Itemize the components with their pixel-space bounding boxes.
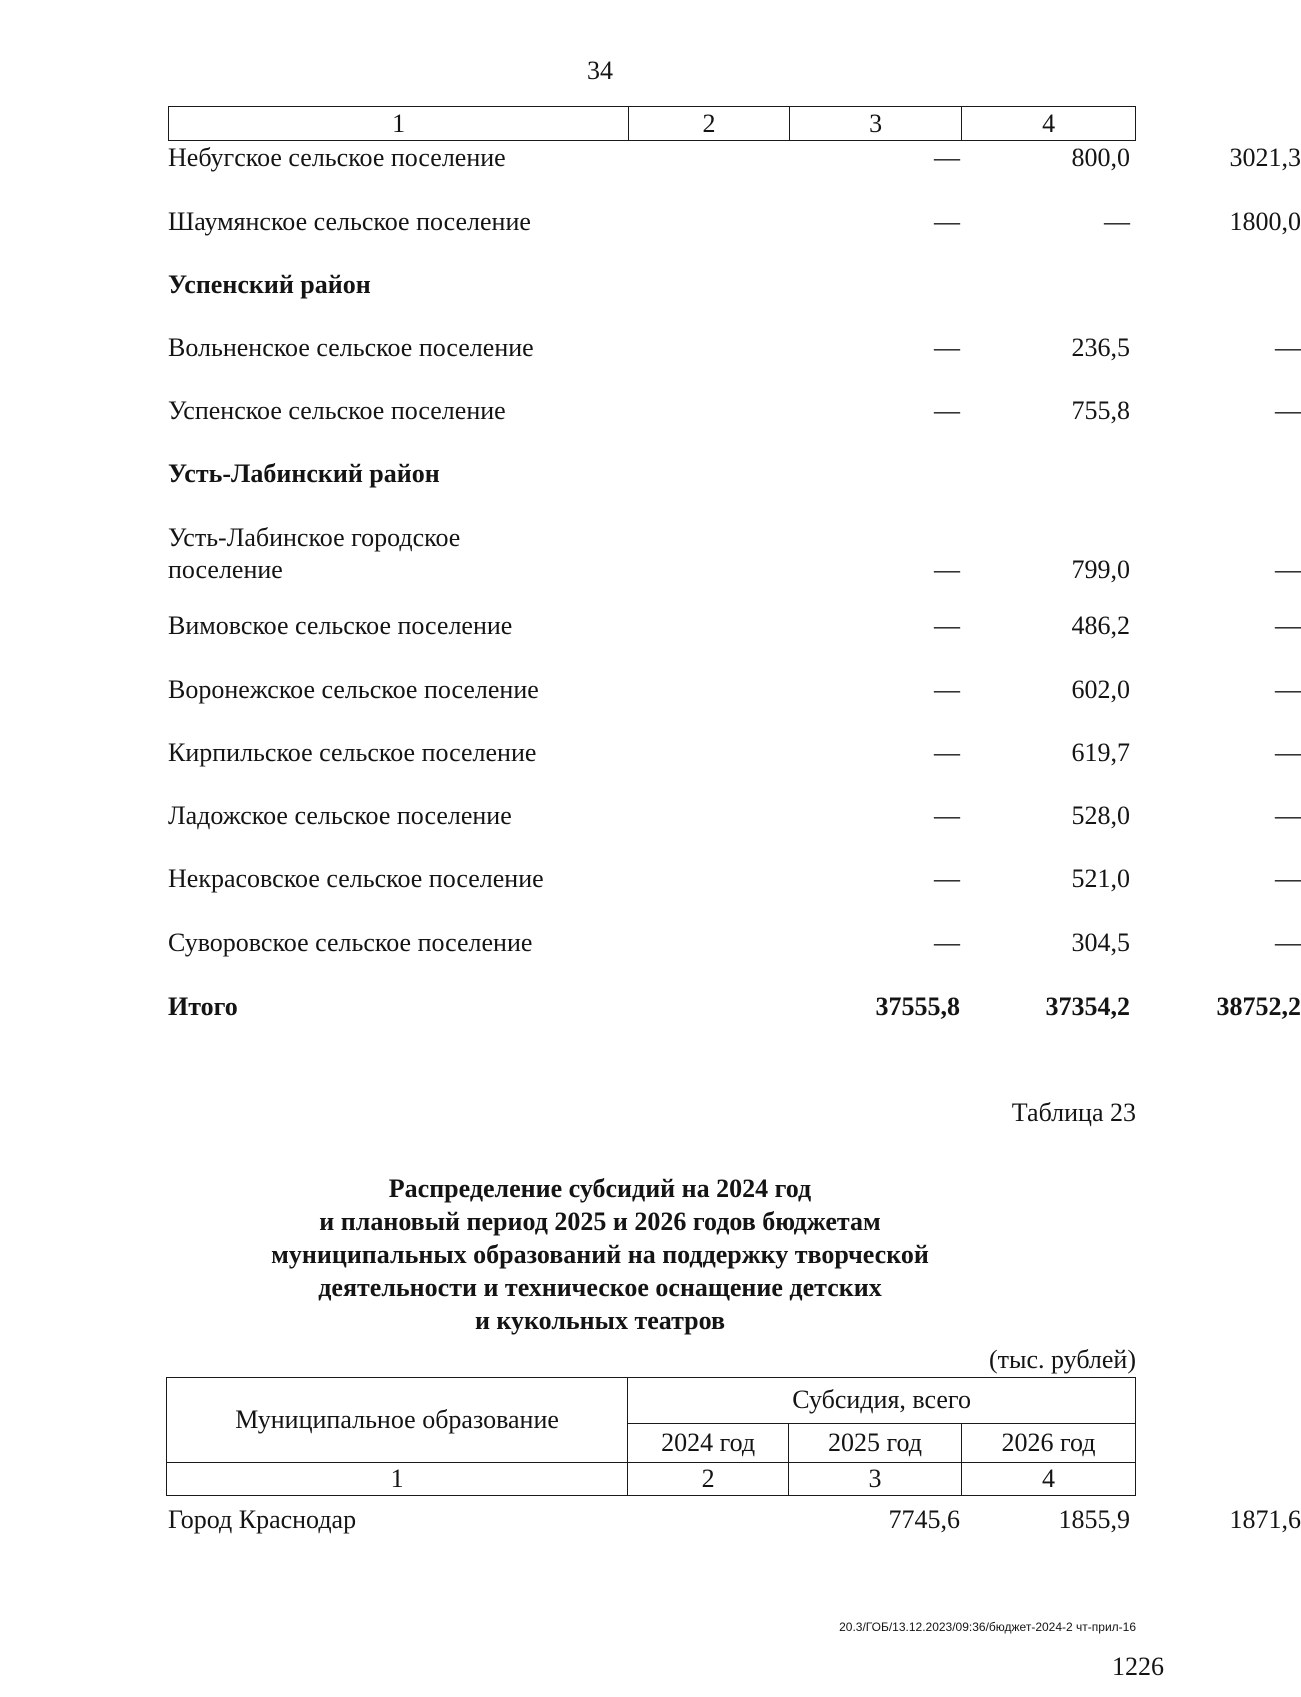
title-line: и плановый период 2025 и 2026 годов бюджетам — [319, 1207, 881, 1236]
value-col-2: — — [934, 143, 960, 172]
value-col-2: — — [934, 738, 960, 767]
table2-col-4: 4 — [962, 1463, 1136, 1496]
document-stamp: 20.3/ГОБ/13.12.2023/09:36/бюджет-2024-2 чт-прил-16 — [839, 1620, 1136, 1634]
table2-col-1: 1 — [167, 1463, 628, 1496]
table-row — [168, 206, 1301, 246]
table1-col-3: 3 — [789, 107, 962, 141]
row-name: Вольненское сельское поселение — [168, 333, 534, 362]
value-col-3: 304,5 — [1071, 928, 1130, 957]
value-col-4: — — [1275, 333, 1301, 362]
value-col-2: — — [934, 928, 960, 957]
value-col-2: — — [934, 396, 960, 425]
row-name: Успенский район — [168, 270, 371, 299]
value-col-3: 521,0 — [1071, 864, 1130, 893]
value-col-2: — — [934, 801, 960, 830]
row-name: Небугское сельское поселение — [168, 143, 506, 172]
title-line: Распределение субсидий на 2024 год — [388, 1174, 812, 1203]
units-label: (тыс. рублей) — [988, 1345, 1136, 1374]
title-line: муниципальных образований на поддержку творческой — [271, 1240, 929, 1269]
row-name: Усть-Лабинский район — [168, 459, 440, 488]
table-title — [200, 1172, 1000, 1337]
table-label: Таблица 23 — [1011, 1098, 1136, 1127]
table-row — [168, 610, 1301, 650]
value-col-3: 755,8 — [1071, 396, 1130, 425]
value-col-4: 3021,3 — [1229, 143, 1301, 172]
value-col-4: — — [1275, 738, 1301, 767]
col-subsidy-header: Субсидия, всего — [628, 1378, 1136, 1424]
title-line: и кукольных театров — [474, 1306, 726, 1335]
table-row — [168, 142, 1301, 182]
table1-col-4: 4 — [962, 107, 1136, 141]
table-row — [168, 863, 1301, 903]
district-heading — [168, 458, 1136, 498]
row-name: Суворовское сельское поселение — [168, 928, 533, 957]
row-name: Итого — [168, 992, 238, 1021]
col-year-2026: 2026 год — [962, 1423, 1136, 1462]
table2-col-2: 2 — [628, 1463, 789, 1496]
table1-col-1: 1 — [169, 107, 629, 141]
value-col-2: — — [934, 675, 960, 704]
table2-col-3: 3 — [789, 1463, 962, 1496]
value-col-4: 1800,0 — [1229, 207, 1301, 236]
value-col-3: — — [1104, 207, 1130, 236]
value-2026: 1871,6 — [1229, 1505, 1301, 1534]
total-row — [168, 991, 1301, 1031]
value-col-4: 38752,2 — [1216, 992, 1301, 1021]
table2-row — [168, 1504, 1301, 1540]
col-year-2025: 2025 год — [789, 1423, 962, 1462]
value-2024: 7745,6 — [888, 1505, 960, 1534]
table-row — [168, 674, 1301, 714]
value-col-2: — — [934, 333, 960, 362]
value-col-3: 800,0 — [1071, 143, 1130, 172]
value-col-3: 619,7 — [1071, 738, 1130, 767]
value-col-4: — — [1275, 555, 1301, 584]
row-name: Усть-Лабинское городское поселение — [168, 523, 461, 584]
table-row — [168, 927, 1301, 967]
value-col-4: — — [1275, 396, 1301, 425]
value-col-3: 486,2 — [1071, 611, 1130, 640]
row-name: Ладожское сельское поселение — [168, 801, 512, 830]
col-municipality-header: Муниципальное образование — [167, 1378, 628, 1463]
sheet-number: 1226 — [1112, 1652, 1164, 1681]
row-name: Город Краснодар — [168, 1505, 357, 1534]
value-col-2: 37555,8 — [875, 992, 960, 1021]
table-row — [168, 800, 1301, 840]
row-name: Кирпильское сельское поселение — [168, 738, 537, 767]
row-name: Воронежское сельское поселение — [168, 675, 539, 704]
value-col-4: — — [1275, 611, 1301, 640]
col-year-2024: 2024 год — [628, 1423, 789, 1462]
row-name: Вимовское сельское поселение — [168, 611, 513, 640]
table-row — [168, 332, 1301, 372]
title-line: деятельности и техническое оснащение детских — [318, 1273, 882, 1302]
value-col-2: — — [934, 207, 960, 236]
value-col-2: — — [934, 555, 960, 584]
row-name: Шаумянское сельское поселение — [168, 207, 531, 236]
district-heading — [168, 269, 1136, 309]
table1-header — [168, 106, 1136, 141]
table2-header — [166, 1377, 1136, 1496]
value-col-3: 602,0 — [1071, 675, 1130, 704]
table-row — [168, 737, 1301, 777]
value-col-3: 528,0 — [1071, 801, 1130, 830]
table1-col-2: 2 — [629, 107, 789, 141]
page-number: 34 — [587, 56, 613, 85]
value-col-4: — — [1275, 801, 1301, 830]
value-col-2: — — [934, 864, 960, 893]
row-name: Некрасовское сельское поселение — [168, 864, 544, 893]
table-row — [168, 395, 1301, 435]
value-2025: 1855,9 — [1058, 1505, 1130, 1534]
value-col-3: 236,5 — [1071, 333, 1130, 362]
value-col-4: — — [1275, 864, 1301, 893]
value-col-4: — — [1275, 675, 1301, 704]
table-row — [168, 522, 1301, 584]
value-col-2: — — [934, 611, 960, 640]
value-col-3: 799,0 — [1071, 555, 1130, 584]
row-name: Успенское сельское поселение — [168, 396, 506, 425]
value-col-4: — — [1275, 928, 1301, 957]
value-col-3: 37354,2 — [1045, 992, 1130, 1021]
